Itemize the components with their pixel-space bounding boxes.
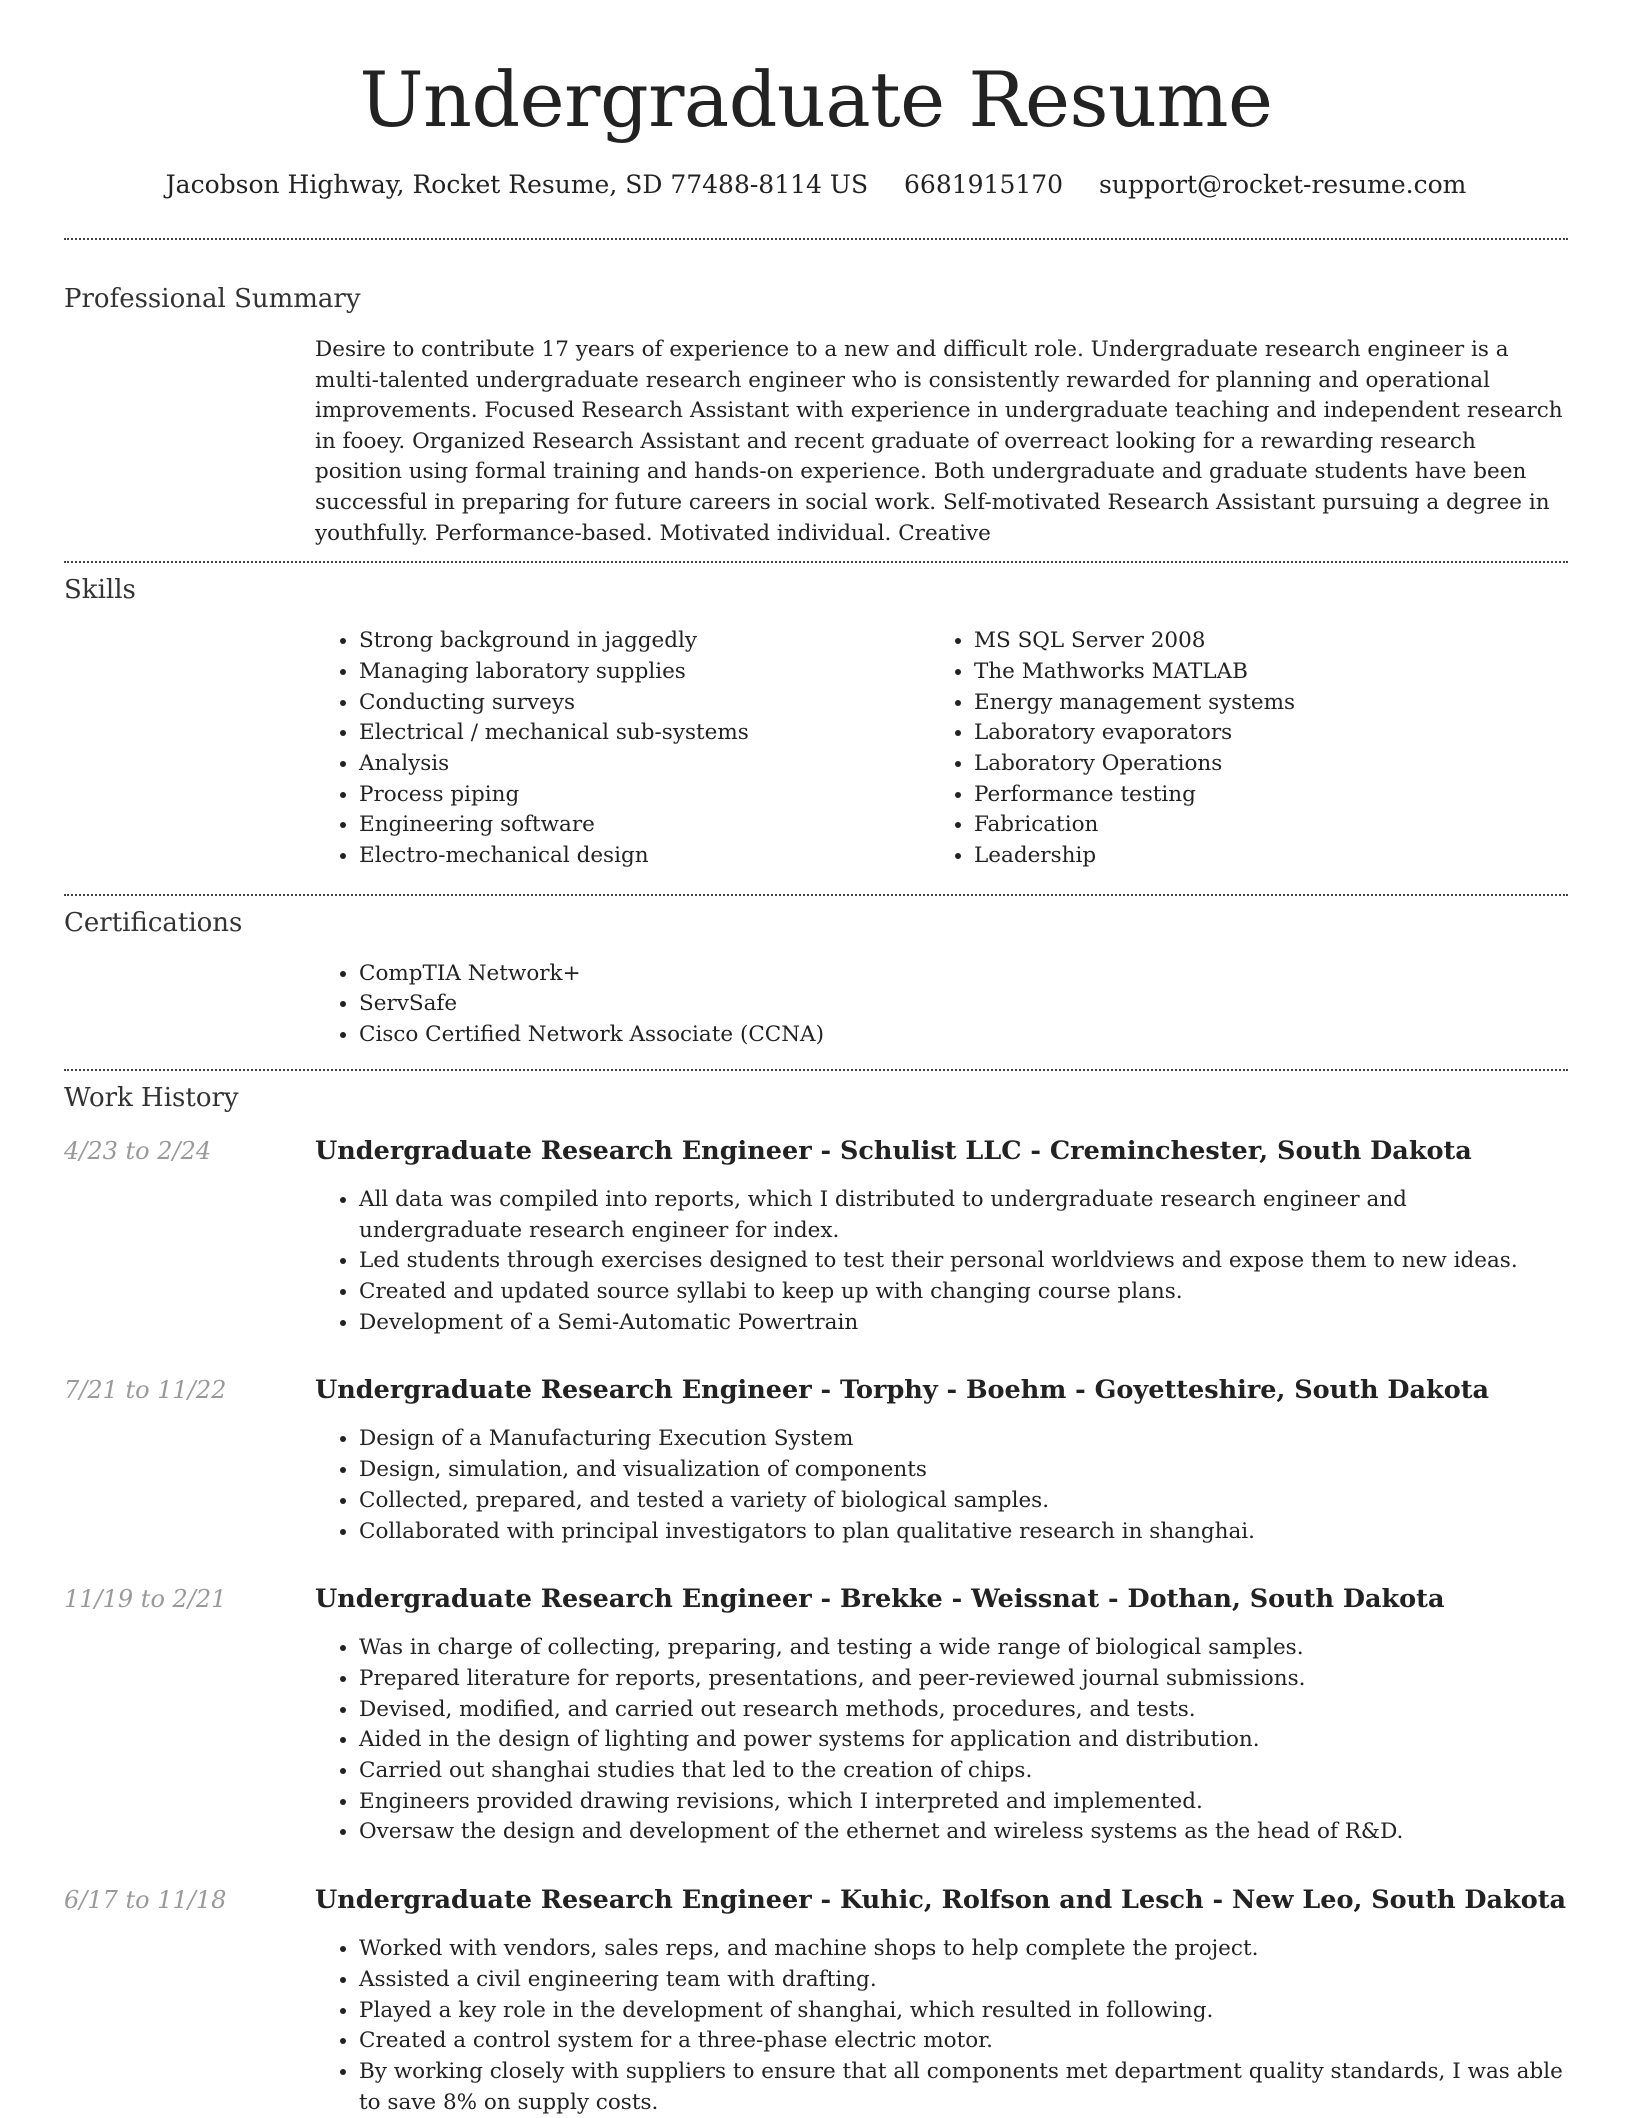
skill-item: • Process piping bbox=[359, 780, 930, 811]
resume-title: Undergraduate Resume bbox=[359, 55, 1273, 144]
job-dates: 7/21 to 11/22 bbox=[64, 1376, 227, 1405]
certifications-section bbox=[64, 906, 1568, 1051]
job-bullet: • Engineers provided drawing revisions, which I interpreted and implemented. bbox=[359, 1787, 1568, 1818]
job-bullet: • Collected, prepared, and tested a variety of biological samples. bbox=[359, 1486, 1568, 1517]
skill-item: • Leadership bbox=[974, 841, 1545, 872]
skill-item: • Fabrication bbox=[974, 810, 1545, 841]
certification-item: • Cisco Certified Network Associate (CCNA) bbox=[359, 1020, 1568, 1051]
job-bullet: • Played a key role in the development of shanghai, which resulted in following. bbox=[359, 1996, 1568, 2027]
summary-section bbox=[64, 282, 1568, 549]
job-bullet: • Oversaw the design and development of the ethernet and wireless systems as the head of R&D. bbox=[359, 1817, 1568, 1848]
skill-item: • Electrical / mechanical sub-systems bbox=[359, 718, 930, 749]
divider bbox=[64, 894, 1568, 896]
job-entry bbox=[64, 1135, 1568, 1339]
skill-item: • Strong background in jaggedly bbox=[359, 626, 930, 657]
job-bullet: • Assisted a civil engineering team with drafting. bbox=[359, 1965, 1568, 1996]
job-dates: 11/19 to 2/21 bbox=[64, 1585, 227, 1614]
job-bullet: • Aided in the design of lighting and power systems for application and distribution. bbox=[359, 1725, 1568, 1756]
job-entry bbox=[64, 1884, 1568, 2118]
job-dates: 4/23 to 2/24 bbox=[64, 1136, 212, 1165]
section-heading-skills: Skills bbox=[64, 575, 136, 606]
skill-item: • Laboratory evaporators bbox=[974, 718, 1545, 749]
job-title: Undergraduate Research Engineer - Kuhic, Rolfson and Lesch - New Leo, South Dakota bbox=[315, 1885, 1567, 1916]
job-bullet: • Was in charge of collecting, preparing, and testing a wide range of biological samples. bbox=[359, 1633, 1568, 1664]
job-bullet: • Carried out shanghai studies that led to the creation of chips. bbox=[359, 1756, 1568, 1787]
skill-item: • Managing laboratory supplies bbox=[359, 657, 930, 688]
job-bullet: • Created and updated source syllabi to keep up with changing course plans. bbox=[359, 1277, 1568, 1308]
certification-item: • CompTIA Network+ bbox=[359, 959, 1568, 990]
job-bullet: • Design, simulation, and visualization of components bbox=[359, 1455, 1568, 1486]
job-bullet: • Created a control system for a three-phase electric motor. bbox=[359, 2026, 1568, 2057]
section-heading-summary: Professional Summary bbox=[64, 284, 361, 314]
skill-item: • Laboratory Operations bbox=[974, 749, 1545, 780]
skill-item: • Electro-mechanical design bbox=[359, 841, 930, 872]
contact-address: Jacobson Highway, Rocket Resume, SD 77488-8114 US bbox=[165, 170, 869, 199]
divider bbox=[64, 1069, 1568, 1071]
job-title: Undergraduate Research Engineer - Schulist LLC - Creminchester, South Dakota bbox=[315, 1135, 1472, 1166]
section-heading-certifications: Certifications bbox=[64, 907, 243, 938]
job-bullet: • By working closely with suppliers to ensure that all components met department quality standards, I was able to save 8% on supply costs. bbox=[359, 2057, 1568, 2118]
job-bullet: • All data was compiled into reports, which I distributed to undergraduate research engineer and undergraduate research engineer for index. bbox=[359, 1185, 1568, 1246]
job-bullet: • Collaborated with principal investigators to plan qualitative research in shanghai. bbox=[359, 1517, 1568, 1548]
job-entry bbox=[64, 1583, 1568, 1848]
certification-item: • ServSafe bbox=[359, 989, 1568, 1020]
job-title: Undergraduate Research Engineer - Torphy - Boehm - Goyetteshire, South Dakota bbox=[315, 1375, 1490, 1406]
divider bbox=[64, 561, 1568, 563]
job-bullet: • Design of a Manufacturing Execution System bbox=[359, 1424, 1568, 1455]
contact-line bbox=[64, 168, 1568, 202]
skill-item: • Conducting surveys bbox=[359, 688, 930, 719]
job-bullet: • Prepared literature for reports, presentations, and peer-reviewed journal submissions. bbox=[359, 1664, 1568, 1695]
job-bullet: • Development of a Semi-Automatic Powertrain bbox=[359, 1308, 1568, 1339]
work-history-section bbox=[64, 1081, 1568, 2118]
skill-item: • Energy management systems bbox=[974, 688, 1545, 719]
job-bullet: • Devised, modified, and carried out research methods, procedures, and tests. bbox=[359, 1695, 1568, 1726]
contact-phone: 6681915170 bbox=[904, 170, 1064, 199]
skill-item: • Analysis bbox=[359, 749, 930, 780]
skill-item: • Engineering software bbox=[359, 810, 930, 841]
skill-item: • The Mathworks MATLAB bbox=[974, 657, 1545, 688]
job-title: Undergraduate Research Engineer - Brekke - Weissnat - Dothan, South Dakota bbox=[315, 1584, 1445, 1615]
contact-email: support@rocket-resume.com bbox=[1099, 170, 1467, 199]
job-dates: 6/17 to 11/18 bbox=[64, 1886, 227, 1915]
section-heading-work-history: Work History bbox=[64, 1082, 239, 1113]
job-bullet: • Led students through exercises designed to test their personal worldviews and expose them to new ideas. bbox=[359, 1246, 1568, 1277]
job-bullet: • Worked with vendors, sales reps, and machine shops to help complete the project. bbox=[359, 1934, 1568, 1965]
summary-text: Desire to contribute 17 years of experience to a new and difficult role. Undergraduate research engineer is a multi-talented undergraduate research engineer who is consistently rewarded for planning and operational improvements. Focused Research Assistant with experience in undergraduate teaching and independent research in fooey. Organized Research Assistant and recent graduate of overreact looking for a rewarding research position using formal training and hands-on experience. Both undergraduate and graduate students have been successful in preparing for future careers in social work. Self-motivated Research Assistant pursuing a degree in youthfully. Performance-based. Motivated individual. Creative bbox=[315, 337, 1563, 546]
resume-page bbox=[64, 0, 1568, 2118]
divider bbox=[64, 238, 1568, 240]
skill-item: • MS SQL Server 2008 bbox=[974, 626, 1545, 657]
job-entry bbox=[64, 1374, 1568, 1547]
skills-section bbox=[64, 573, 1568, 872]
skills-column-left bbox=[315, 626, 930, 872]
skills-column-right bbox=[930, 626, 1545, 872]
skill-item: • Performance testing bbox=[974, 780, 1545, 811]
